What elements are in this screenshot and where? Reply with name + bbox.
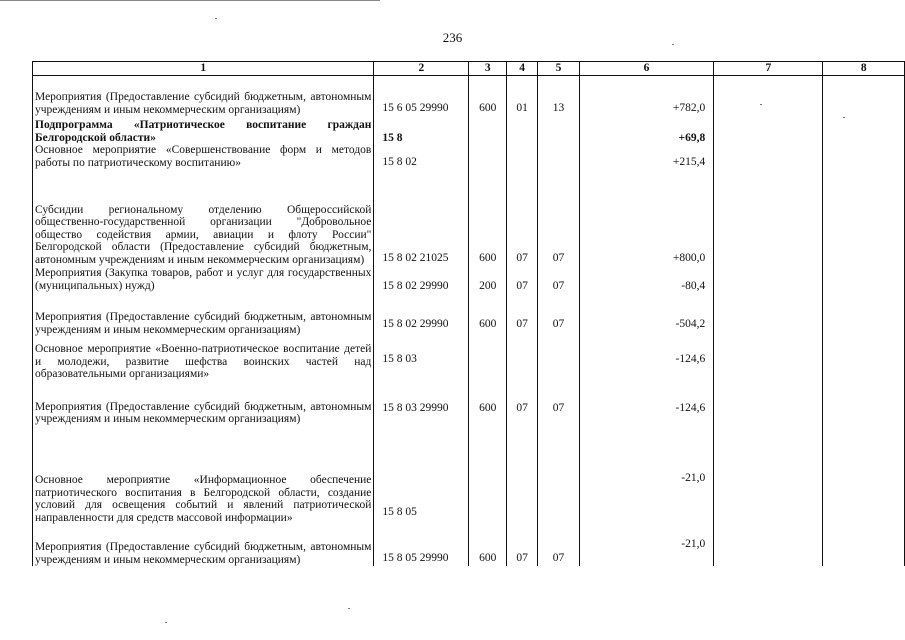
row-col-5: 07 bbox=[538, 524, 580, 566]
scan-speck bbox=[215, 18, 217, 19]
row-col-4: 07 bbox=[507, 176, 538, 266]
row-col-8 bbox=[823, 76, 905, 117]
row-col-5: 07 bbox=[538, 176, 580, 266]
row-name: Мероприятия (Предоставление субсидий бюджетным, автономным учреждениям и иным некоммерческим организациям) bbox=[33, 76, 374, 117]
table-row bbox=[33, 524, 905, 566]
row-col-5: 07 bbox=[538, 266, 580, 292]
row-name: Основное мероприятие «Совершенствование форм и методов работы по патриотическому воспитанию» bbox=[33, 144, 374, 176]
table-row bbox=[33, 76, 905, 117]
row-col-4: 07 bbox=[507, 524, 538, 566]
row-amount: +215,4 bbox=[579, 144, 713, 176]
scan-speck bbox=[348, 608, 350, 609]
scan-speck bbox=[760, 104, 762, 105]
page-number: 236 bbox=[442, 30, 463, 45]
row-name: Мероприятия (Предоставление субсидий бюджетным, автономным учреждениям и иным некоммерческим организациям) bbox=[33, 524, 374, 566]
top-rule bbox=[0, 0, 380, 1]
row-col-5 bbox=[538, 116, 580, 144]
row-col-4: 07 bbox=[507, 388, 538, 438]
row-col-5: 07 bbox=[538, 388, 580, 438]
table-row bbox=[33, 336, 905, 388]
row-amount: -124,6 bbox=[579, 388, 713, 438]
table-header-row bbox=[33, 62, 905, 76]
row-col-8 bbox=[823, 176, 905, 266]
row-col-3: 600 bbox=[469, 76, 507, 117]
row-col-4: 01 bbox=[507, 76, 538, 117]
row-col-7 bbox=[714, 524, 823, 566]
table-row bbox=[33, 292, 905, 336]
row-code: 15 8 03 bbox=[374, 336, 469, 388]
row-col-8 bbox=[823, 524, 905, 566]
row-code: 15 8 02 bbox=[374, 144, 469, 176]
row-col-7 bbox=[714, 116, 823, 144]
row-col-8 bbox=[823, 266, 905, 292]
row-col-7 bbox=[714, 292, 823, 336]
header-col-8: 8 bbox=[823, 62, 905, 76]
row-code: 15 8 05 bbox=[374, 438, 469, 524]
header-col-4: 4 bbox=[507, 62, 538, 76]
header-col-3: 3 bbox=[469, 62, 507, 76]
row-name: Мероприятия (Предоставление субсидий бюджетным, автономным учреждениям и иным некоммерческим организациям) bbox=[33, 292, 374, 336]
row-code: 15 6 05 29990 bbox=[374, 76, 469, 117]
row-name: Мероприятия (Закупка товаров, работ и услуг для государственных (муниципальных) нужд) bbox=[33, 266, 374, 292]
row-col-3: 600 bbox=[469, 388, 507, 438]
row-code: 15 8 05 29990 bbox=[374, 524, 469, 566]
row-col-8 bbox=[823, 144, 905, 176]
row-amount: +800,0 bbox=[579, 176, 713, 266]
row-name: Подпрограмма «Патриотическое воспитание граждан Белгородской области» bbox=[33, 116, 374, 144]
scan-speck bbox=[843, 117, 845, 118]
row-amount: -504,2 bbox=[579, 292, 713, 336]
row-name: Основное мероприятие «Информационное обеспечение патриотического воспитания в Белгородской области, создание условий для освещения событий и явлений патриотической направленности для средств массовой информации» bbox=[33, 438, 374, 524]
row-col-5 bbox=[538, 144, 580, 176]
row-amount: -80,4 bbox=[579, 266, 713, 292]
budget-table bbox=[32, 61, 905, 566]
row-col-3 bbox=[469, 336, 507, 388]
row-col-3 bbox=[469, 144, 507, 176]
scan-speck bbox=[165, 622, 167, 623]
row-col-8 bbox=[823, 388, 905, 438]
row-amount: -21,0 bbox=[579, 438, 713, 524]
row-code: 15 8 02 29990 bbox=[374, 292, 469, 336]
row-col-8 bbox=[823, 438, 905, 524]
row-name: Мероприятия (Предоставление субсидий бюджетным, автономным учреждениям и иным некоммерческим организациям) bbox=[33, 388, 374, 438]
table-row bbox=[33, 144, 905, 176]
row-col-5: 13 bbox=[538, 76, 580, 117]
table-row bbox=[33, 438, 905, 524]
row-col-4 bbox=[507, 144, 538, 176]
row-name: Основное мероприятие «Военно-патриотическое воспитание детей и молодежи, развитие шефства воинских частей над образовательными организациями» bbox=[33, 336, 374, 388]
row-col-7 bbox=[714, 388, 823, 438]
row-col-5 bbox=[538, 336, 580, 388]
row-col-7 bbox=[714, 176, 823, 266]
row-col-3: 600 bbox=[469, 524, 507, 566]
row-col-4 bbox=[507, 336, 538, 388]
header-col-5: 5 bbox=[538, 62, 580, 76]
row-col-3 bbox=[469, 116, 507, 144]
row-col-4 bbox=[507, 116, 538, 144]
row-amount: +782,0 bbox=[579, 76, 713, 117]
row-col-7 bbox=[714, 144, 823, 176]
header-col-2: 2 bbox=[374, 62, 469, 76]
row-col-7 bbox=[714, 266, 823, 292]
row-col-8 bbox=[823, 292, 905, 336]
row-code: 15 8 bbox=[374, 116, 469, 144]
row-code: 15 8 02 29990 bbox=[374, 266, 469, 292]
table-row bbox=[33, 176, 905, 266]
row-name: Субсидии региональному отделению Общероссийской общественно-государственной организации "Добровольное общество содействия армии, авиации и флоту России" Белгородской области (Предоставление субсидий бюджетным, автономным учреждениям и иным некоммерческим организациям) bbox=[33, 176, 374, 266]
table-row bbox=[33, 388, 905, 438]
row-amount: -124,6 bbox=[579, 336, 713, 388]
row-col-5 bbox=[538, 438, 580, 524]
scan-speck bbox=[672, 44, 674, 45]
row-code: 15 8 03 29990 bbox=[374, 388, 469, 438]
row-col-4: 07 bbox=[507, 266, 538, 292]
row-col-8 bbox=[823, 116, 905, 144]
header-col-7: 7 bbox=[714, 62, 823, 76]
row-col-8 bbox=[823, 336, 905, 388]
row-col-7 bbox=[714, 336, 823, 388]
row-col-4: 07 bbox=[507, 292, 538, 336]
row-col-4 bbox=[507, 438, 538, 524]
header-col-6: 6 bbox=[579, 62, 713, 76]
row-amount: +69,8 bbox=[579, 116, 713, 144]
row-code: 15 8 02 21025 bbox=[374, 176, 469, 266]
row-col-7 bbox=[714, 438, 823, 524]
table-row bbox=[33, 266, 905, 292]
row-col-3: 600 bbox=[469, 292, 507, 336]
header-col-1: 1 bbox=[33, 62, 374, 76]
row-col-3 bbox=[469, 438, 507, 524]
row-amount: -21,0 bbox=[579, 524, 713, 566]
row-col-3: 600 bbox=[469, 176, 507, 266]
row-col-7 bbox=[714, 76, 823, 117]
row-col-5: 07 bbox=[538, 292, 580, 336]
table-row bbox=[33, 116, 905, 144]
row-col-3: 200 bbox=[469, 266, 507, 292]
